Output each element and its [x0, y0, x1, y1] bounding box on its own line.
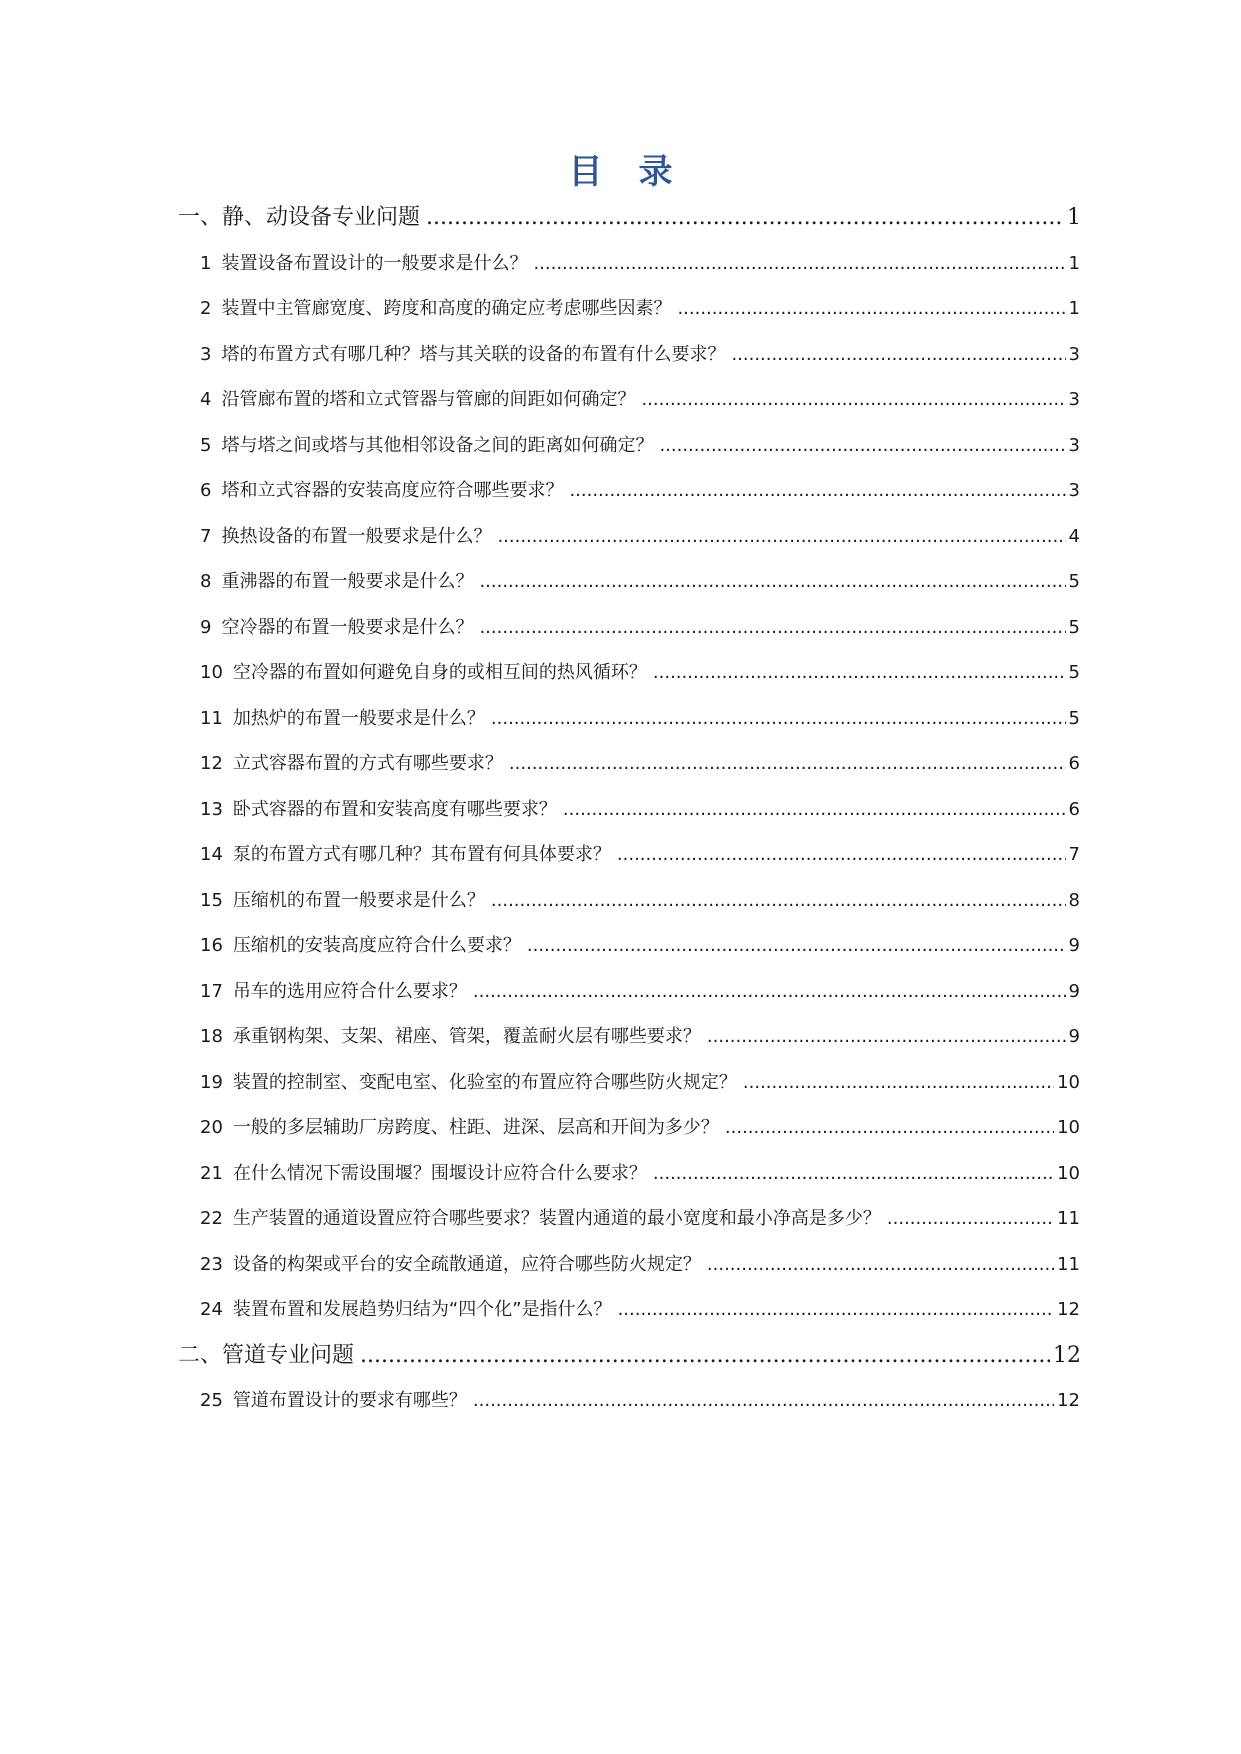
toc-dot-leader: [563, 799, 1066, 820]
toc-dot-leader: [677, 298, 1065, 319]
toc-entry-number: 12: [200, 753, 223, 774]
toc-page-number: 9: [1068, 935, 1080, 956]
toc-page-number: 5: [1068, 707, 1080, 729]
toc-entry-number: 8: [200, 571, 212, 592]
toc-page-number: 3: [1068, 389, 1080, 410]
toc-entry[interactable]: [200, 931, 1080, 961]
toc-dot-leader: [617, 844, 1066, 865]
toc-dot-leader: [731, 344, 1065, 365]
toc-entry-title: 沿管廊布置的塔和立式管器与管廊的间距如何确定？: [221, 389, 636, 410]
toc-page-number: 5: [1068, 571, 1080, 592]
toc-dot-leader: [360, 1343, 1050, 1368]
toc-page-number: 3: [1068, 343, 1080, 365]
toc-page-number: 1: [1068, 298, 1080, 319]
toc-entry-title: 生产装置的通道设置应符合哪些要求？装置内通道的最小宽度和最小净高是多少？: [232, 1208, 881, 1229]
toc-entry-title: 压缩机的安装高度应符合什么要求？: [232, 935, 521, 956]
toc-entry[interactable]: [200, 658, 1080, 688]
toc-entry[interactable]: [200, 886, 1080, 916]
toc-entry-title: 二、管道专业问题: [178, 1342, 355, 1368]
toc-dot-leader: [479, 571, 1065, 592]
toc-entry[interactable]: [200, 385, 1080, 415]
toc-dot-leader: [509, 753, 1066, 774]
toc-entry[interactable]: [200, 795, 1080, 825]
toc-entry[interactable]: [200, 1022, 1080, 1052]
toc-entry[interactable]: [200, 476, 1080, 506]
toc-entry[interactable]: [200, 704, 1080, 734]
toc-entry-title: 管道布置设计的要求有哪些？: [232, 1390, 467, 1411]
toc-entry-title: 塔与塔之间或塔与其他相邻设备之间的距离如何确定？: [221, 434, 654, 456]
toc-page-number: 10: [1057, 1162, 1080, 1184]
toc-entry-number: 20: [200, 1117, 223, 1138]
toc-entry[interactable]: [200, 613, 1080, 643]
toc-entry-number: 16: [200, 935, 223, 956]
toc-entry[interactable]: [200, 749, 1080, 779]
toc-entry-title: 吊车的选用应符合什么要求？: [232, 980, 467, 1002]
toc-page-number: 9: [1068, 980, 1080, 1002]
toc-entry-title: 立式容器布置的方式有哪些要求？: [232, 753, 503, 774]
toc-entry[interactable]: [200, 1250, 1080, 1280]
toc-entry-number: 21: [200, 1162, 223, 1184]
toc-dot-leader: [707, 1254, 1054, 1275]
toc-page-number: 6: [1068, 753, 1080, 774]
toc-entry-title: 泵的布置方式有哪几种？其布置有何具体要求？: [232, 844, 611, 865]
toc-entry-title: 设备的构架或平台的安全疏散通道，应符合哪些防火规定？: [232, 1253, 701, 1275]
toc-entry[interactable]: [200, 1159, 1080, 1189]
toc-entry-number: 15: [200, 889, 223, 911]
toc-dot-leader: [491, 890, 1066, 911]
toc-entry-number: 13: [200, 798, 223, 820]
toc-entry-number: 5: [200, 434, 212, 456]
toc-page-number: 10: [1057, 1117, 1080, 1138]
toc-entry[interactable]: [200, 249, 1080, 279]
toc-entry-number: 1: [200, 252, 212, 274]
toc-entry[interactable]: [200, 567, 1080, 597]
toc-page-number: 9: [1068, 1026, 1080, 1047]
toc-page-number: 12: [1057, 1299, 1080, 1320]
toc-entry[interactable]: [200, 340, 1080, 370]
toc-page-number: 12: [1057, 1390, 1080, 1411]
toc-entry[interactable]: [200, 1204, 1080, 1234]
toc-page-number: 12: [1053, 1342, 1081, 1368]
toc-entry-number: 22: [200, 1208, 223, 1229]
toc-dot-leader: [473, 1390, 1054, 1411]
toc-entry-title: 装置布置和发展趋势归结为“四个化”是指什么？: [232, 1299, 612, 1320]
toc-entry-title: 装置的控制室、变配电室、化验室的布置应符合哪些防火规定？: [232, 1071, 737, 1093]
toc-dot-leader: [527, 935, 1066, 956]
toc-dot-leader: [653, 662, 1066, 683]
toc-entry-title: 空冷器的布置一般要求是什么？: [221, 616, 474, 638]
toc-page-number: 10: [1057, 1071, 1080, 1093]
toc-entry-title: 换热设备的布置一般要求是什么？: [221, 525, 492, 547]
toc-dot-leader: [618, 1299, 1055, 1320]
toc-dot-leader: [707, 1026, 1066, 1047]
toc-page-number: 5: [1068, 662, 1080, 683]
toc-dot-leader: [479, 617, 1065, 638]
toc-entry-title: 在什么情况下需设围堰？围堰设计应符合什么要求？: [232, 1162, 647, 1184]
toc-entry-number: 14: [200, 844, 223, 865]
toc-dot-leader: [533, 253, 1065, 274]
toc-page-number: 4: [1068, 525, 1080, 547]
toc-entry-title: 加热炉的布置一般要求是什么？: [232, 707, 485, 729]
toc-dot-leader: [497, 526, 1065, 547]
toc-dot-leader: [426, 205, 1064, 230]
toc-entry-number: 19: [200, 1071, 223, 1093]
toc-entry-number: 11: [200, 707, 223, 729]
toc-page-number: 6: [1068, 798, 1080, 820]
page-title: 目录: [568, 152, 709, 192]
toc-dot-leader: [743, 1072, 1054, 1093]
toc-dot-leader: [659, 435, 1065, 456]
toc-entry-number: 23: [200, 1253, 223, 1275]
toc-entry-title: 承重钢构架、支架、裙座、管架，覆盖耐火层有哪些要求？: [232, 1026, 701, 1047]
toc-entry-title: 装置中主管廊宽度、跨度和高度的确定应考虑哪些因素？: [221, 298, 672, 319]
toc-entry-title: 压缩机的布置一般要求是什么？: [232, 889, 485, 911]
toc-dot-leader: [725, 1117, 1054, 1138]
toc-entry-number: 6: [200, 480, 212, 501]
toc-entry-title: 装置设备布置设计的一般要求是什么？: [221, 252, 528, 274]
toc-entry-title: 重沸器的布置一般要求是什么？: [221, 571, 474, 592]
toc-entry[interactable]: [200, 840, 1080, 870]
toc-entry[interactable]: [200, 1113, 1080, 1143]
toc-entry[interactable]: [200, 1295, 1080, 1325]
toc-entry[interactable]: [200, 431, 1080, 461]
toc-entry[interactable]: [200, 294, 1080, 324]
toc-dot-leader: [569, 480, 1065, 501]
toc-section-entry[interactable]: [178, 1338, 1081, 1368]
toc-entry[interactable]: [200, 522, 1080, 552]
toc-page-number: 3: [1068, 434, 1080, 456]
toc-page-number: 8: [1068, 889, 1080, 911]
toc-entry-number: 4: [200, 389, 212, 410]
toc-entry-title: 塔的布置方式有哪几种？塔与其关联的设备的布置有什么要求？: [221, 343, 726, 365]
toc-entry-title: 空冷器的布置如何避免自身的或相互间的热风循环？: [232, 662, 647, 683]
toc-entry-number: 18: [200, 1026, 223, 1047]
toc-page-number: 3: [1068, 480, 1080, 501]
toc-dot-leader: [653, 1163, 1054, 1184]
toc-entry-number: 24: [200, 1299, 223, 1320]
toc-page-number: 5: [1068, 616, 1080, 638]
toc-page-number: 1: [1067, 205, 1081, 230]
toc-entry-number: 7: [200, 525, 212, 547]
toc-entry-number: 17: [200, 980, 223, 1002]
toc-entry-number: 2: [200, 298, 212, 319]
toc-entry-title: 卧式容器的布置和安装高度有哪些要求？: [232, 798, 557, 820]
toc-entry[interactable]: [200, 1068, 1080, 1098]
toc-dot-leader: [491, 708, 1066, 729]
toc-entry-number: 10: [200, 662, 223, 683]
toc-section-entry[interactable]: [178, 200, 1081, 230]
toc-dot-leader: [641, 389, 1065, 410]
toc-dot-leader: [473, 981, 1066, 1002]
toc-entry[interactable]: [200, 1386, 1080, 1416]
toc-entry-number: 9: [200, 616, 212, 638]
toc-dot-leader: [887, 1208, 1054, 1229]
toc-entry-number: 3: [200, 343, 212, 365]
toc-entry[interactable]: [200, 977, 1080, 1007]
toc-entry-title: 一般的多层辅助厂房跨度、柱距、进深、层高和开间为多少？: [232, 1117, 719, 1138]
toc-page-number: 1: [1068, 252, 1080, 274]
toc-page-number: 11: [1057, 1253, 1080, 1275]
toc-page-number: 11: [1057, 1208, 1080, 1229]
toc-entry-title: 塔和立式容器的安装高度应符合哪些要求？: [221, 480, 564, 501]
toc-entry-number: 25: [200, 1390, 223, 1411]
toc-page-number: 7: [1068, 844, 1080, 865]
toc-entry-title: 一、静、动设备专业问题: [178, 205, 421, 230]
